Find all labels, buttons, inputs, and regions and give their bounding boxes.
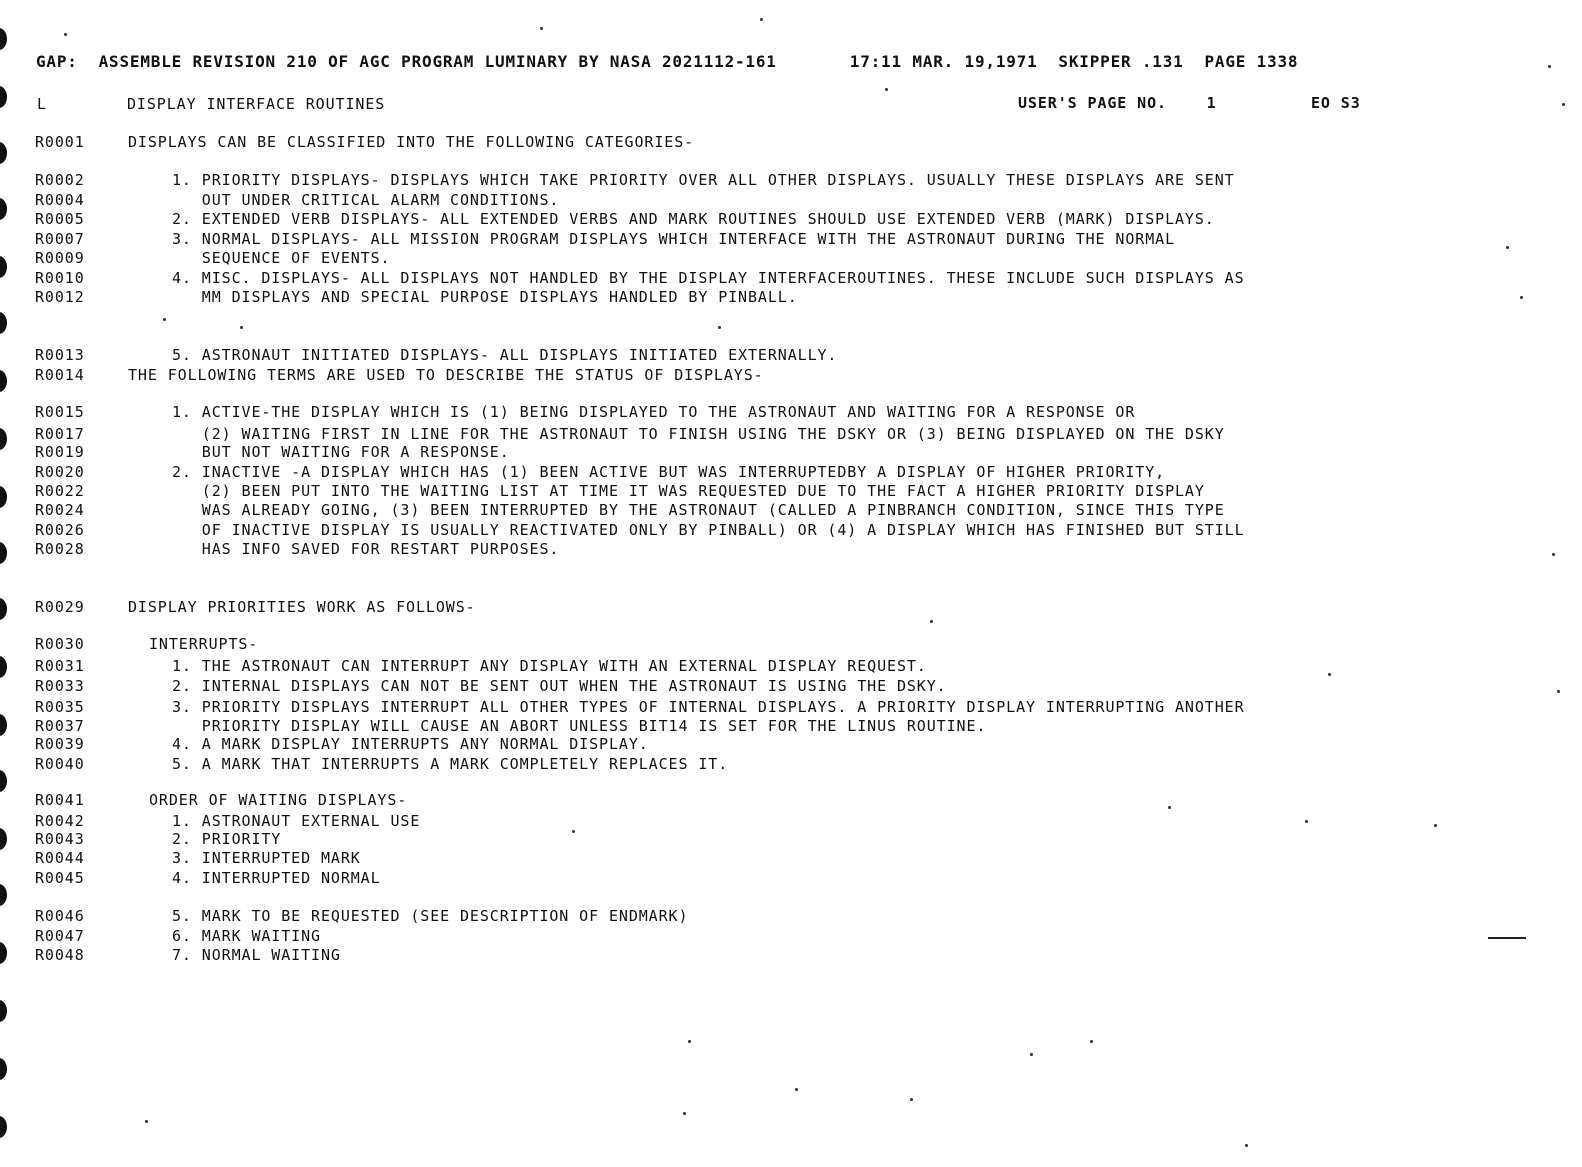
feed-hole	[0, 428, 7, 450]
scan-speck	[1245, 1144, 1248, 1147]
line-number: R0035	[35, 698, 85, 716]
feed-hole	[0, 1116, 7, 1138]
line-text: THE FOLLOWING TERMS ARE USED TO DESCRIBE THE STATUS OF DISPLAYS-	[128, 366, 764, 384]
feed-hole	[0, 1058, 7, 1080]
scan-speck	[688, 1040, 691, 1043]
line-number: R0010	[35, 269, 85, 287]
line-number: R0005	[35, 210, 85, 228]
line-text: 3. NORMAL DISPLAYS- ALL MISSION PROGRAM DISPLAYS WHICH INTERFACE WITH THE ASTRONAUT DURING THE NORMAL	[172, 230, 1176, 248]
line-number: R0029	[35, 598, 85, 616]
line-number: R0039	[35, 735, 85, 753]
line-text: SEQUENCE OF EVENTS.	[172, 249, 391, 267]
scan-speck	[1168, 806, 1171, 809]
scan-speck	[795, 1088, 798, 1091]
margin-mark	[1488, 937, 1526, 939]
line-number: R0019	[35, 443, 85, 461]
feed-hole	[0, 656, 7, 678]
line-number: R0001	[35, 133, 85, 151]
line-text: DISPLAY PRIORITIES WORK AS FOLLOWS-	[128, 598, 476, 616]
line-text: 3. PRIORITY DISPLAYS INTERRUPT ALL OTHER TYPES OF INTERNAL DISPLAYS. A PRIORITY DISPLAY INTERRUPTING ANOTHER	[172, 698, 1245, 716]
line-number: R0033	[35, 677, 85, 695]
line-number: R0013	[35, 346, 85, 364]
feed-hole	[0, 486, 7, 508]
scan-speck	[718, 326, 721, 329]
feed-hole	[0, 942, 7, 964]
scan-speck	[1328, 673, 1331, 676]
line-text: 1. ACTIVE-THE DISPLAY WHICH IS (1) BEING DISPLAYED TO THE ASTRONAUT AND WAITING FOR A RESPONSE OR	[172, 403, 1136, 421]
line-number: R0041	[35, 791, 85, 809]
scan-speck	[1552, 553, 1555, 556]
line-number: R0012	[35, 288, 85, 306]
scan-speck	[1548, 65, 1551, 68]
line-text: 4. A MARK DISPLAY INTERRUPTS ANY NORMAL DISPLAY.	[172, 735, 649, 753]
line-number: R0031	[35, 657, 85, 675]
feed-hole	[0, 542, 7, 564]
scan-speck	[1090, 1040, 1093, 1043]
line-text: MM DISPLAYS AND SPECIAL PURPOSE DISPLAYS HANDLED BY PINBALL.	[172, 288, 798, 306]
line-text: 6. MARK WAITING	[172, 927, 321, 945]
feed-hole	[0, 828, 7, 850]
line-text: 5. MARK TO BE REQUESTED (SEE DESCRIPTION OF ENDMARK)	[172, 907, 689, 925]
line-number: R0002	[35, 171, 85, 189]
feed-hole	[0, 256, 7, 278]
line-text: OUT UNDER CRITICAL ALARM CONDITIONS.	[172, 191, 560, 209]
line-text: 2. INACTIVE -A DISPLAY WHICH HAS (1) BEEN ACTIVE BUT WAS INTERRUPTEDBY A DISPLAY OF HIGHER PRIORITY,	[172, 463, 1166, 481]
line-text: WAS ALREADY GOING, (3) BEEN INTERRUPTED BY THE ASTRONAUT (CALLED A PINBRANCH CONDITION, SINCE THIS TYPE	[172, 501, 1225, 519]
scan-speck	[885, 88, 888, 91]
line-text: OF INACTIVE DISPLAY IS USUALLY REACTIVATED ONLY BY PINBALL) OR (4) A DISPLAY WHICH HAS FINISHED BUT STILL	[172, 521, 1245, 539]
line-number: R0004	[35, 191, 85, 209]
scan-speck	[1506, 246, 1509, 249]
line-text: INTERRUPTS-	[149, 635, 259, 653]
line-number: R0017	[35, 425, 85, 443]
line-text: 1. ASTRONAUT EXTERNAL USE	[172, 812, 421, 830]
feed-hole	[0, 884, 7, 906]
line-number: R0047	[35, 927, 85, 945]
scan-speck	[1520, 296, 1523, 299]
line-number: R0026	[35, 521, 85, 539]
line-text: 2. PRIORITY	[172, 830, 282, 848]
line-text: 5. ASTRONAUT INITIATED DISPLAYS- ALL DISPLAYS INITIATED EXTERNALLY.	[172, 346, 838, 364]
scan-speck	[1557, 690, 1560, 693]
line-number: R0020	[35, 463, 85, 481]
section-code: EO S3	[1311, 94, 1361, 112]
scan-speck	[1305, 820, 1308, 823]
line-number: R0014	[35, 366, 85, 384]
scan-speck	[910, 1098, 913, 1101]
scan-speck	[930, 620, 933, 623]
line-text: ORDER OF WAITING DISPLAYS-	[149, 791, 408, 809]
line-number: R0015	[35, 403, 85, 421]
scan-speck	[572, 830, 575, 833]
feed-hole	[0, 598, 7, 620]
line-text: 7. NORMAL WAITING	[172, 946, 341, 964]
line-number: R0043	[35, 830, 85, 848]
subheader-mark: L	[37, 95, 47, 113]
scan-speck	[760, 18, 763, 21]
scan-speck	[145, 1120, 148, 1123]
feed-hole	[0, 142, 7, 164]
line-number: R0022	[35, 482, 85, 500]
feed-hole	[0, 86, 7, 108]
feed-hole	[0, 770, 7, 792]
feed-hole	[0, 370, 7, 392]
line-text: 5. A MARK THAT INTERRUPTS A MARK COMPLETELY REPLACES IT.	[172, 755, 729, 773]
line-text: 2. EXTENDED VERB DISPLAYS- ALL EXTENDED VERBS AND MARK ROUTINES SHOULD USE EXTENDED VERB (MARK) DISPLAYS.	[172, 210, 1215, 228]
scan-speck	[64, 33, 67, 36]
line-number: R0009	[35, 249, 85, 267]
feed-hole	[0, 312, 7, 334]
line-number: R0040	[35, 755, 85, 773]
line-text: 3. INTERRUPTED MARK	[172, 849, 361, 867]
line-text: 1. PRIORITY DISPLAYS- DISPLAYS WHICH TAKE PRIORITY OVER ALL OTHER DISPLAYS. USUALLY THESE DISPLAYS ARE SENT	[172, 171, 1235, 189]
line-text: 2. INTERNAL DISPLAYS CAN NOT BE SENT OUT WHEN THE ASTRONAUT IS USING THE DSKY.	[172, 677, 947, 695]
scan-speck	[683, 1112, 686, 1115]
feed-hole	[0, 198, 7, 220]
section-title: DISPLAY INTERFACE ROUTINES	[127, 95, 386, 113]
scan-speck	[540, 27, 543, 30]
scan-speck	[163, 318, 166, 321]
line-number: R0045	[35, 869, 85, 887]
line-text: 4. INTERRUPTED NORMAL	[172, 869, 381, 887]
feed-hole	[0, 714, 7, 736]
line-text: (2) BEEN PUT INTO THE WAITING LIST AT TIME IT WAS REQUESTED DUE TO THE FACT A HIGHER PRIORITY DISPLAY	[172, 482, 1205, 500]
line-text: (2) WAITING FIRST IN LINE FOR THE ASTRONAUT TO FINISH USING THE DSKY OR (3) BEING DISPLAYED ON THE DSKY	[172, 425, 1225, 443]
line-number: R0037	[35, 717, 85, 735]
line-number: R0044	[35, 849, 85, 867]
scan-speck	[1562, 103, 1565, 106]
line-number: R0048	[35, 946, 85, 964]
line-text: HAS INFO SAVED FOR RESTART PURPOSES.	[172, 540, 560, 558]
page-header: GAP: ASSEMBLE REVISION 210 OF AGC PROGRAM LUMINARY BY NASA 2021112-161 17:11 MAR. 19,1971 SKIPPER .131 PAGE 1338	[36, 52, 1299, 71]
scan-speck	[1030, 1053, 1033, 1056]
line-text: 4. MISC. DISPLAYS- ALL DISPLAYS NOT HANDLED BY THE DISPLAY INTERFACEROUTINES. THESE INCLUDE SUCH DISPLAYS AS	[172, 269, 1245, 287]
line-text: PRIORITY DISPLAY WILL CAUSE AN ABORT UNLESS BIT14 IS SET FOR THE LINUS ROUTINE.	[172, 717, 987, 735]
line-number: R0024	[35, 501, 85, 519]
scan-speck	[240, 326, 243, 329]
scan-speck	[1434, 824, 1437, 827]
feed-hole	[0, 1000, 7, 1022]
line-number: R0042	[35, 812, 85, 830]
line-number: R0007	[35, 230, 85, 248]
line-number: R0030	[35, 635, 85, 653]
line-text: 1. THE ASTRONAUT CAN INTERRUPT ANY DISPLAY WITH AN EXTERNAL DISPLAY REQUEST.	[172, 657, 927, 675]
line-text: BUT NOT WAITING FOR A RESPONSE.	[172, 443, 510, 461]
line-number: R0046	[35, 907, 85, 925]
line-number: R0028	[35, 540, 85, 558]
line-text: DISPLAYS CAN BE CLASSIFIED INTO THE FOLLOWING CATEGORIES-	[128, 133, 695, 151]
users-page-number: USER'S PAGE NO. 1	[1018, 94, 1217, 112]
feed-hole	[0, 28, 7, 50]
tractor-feed-holes	[0, 0, 20, 1167]
